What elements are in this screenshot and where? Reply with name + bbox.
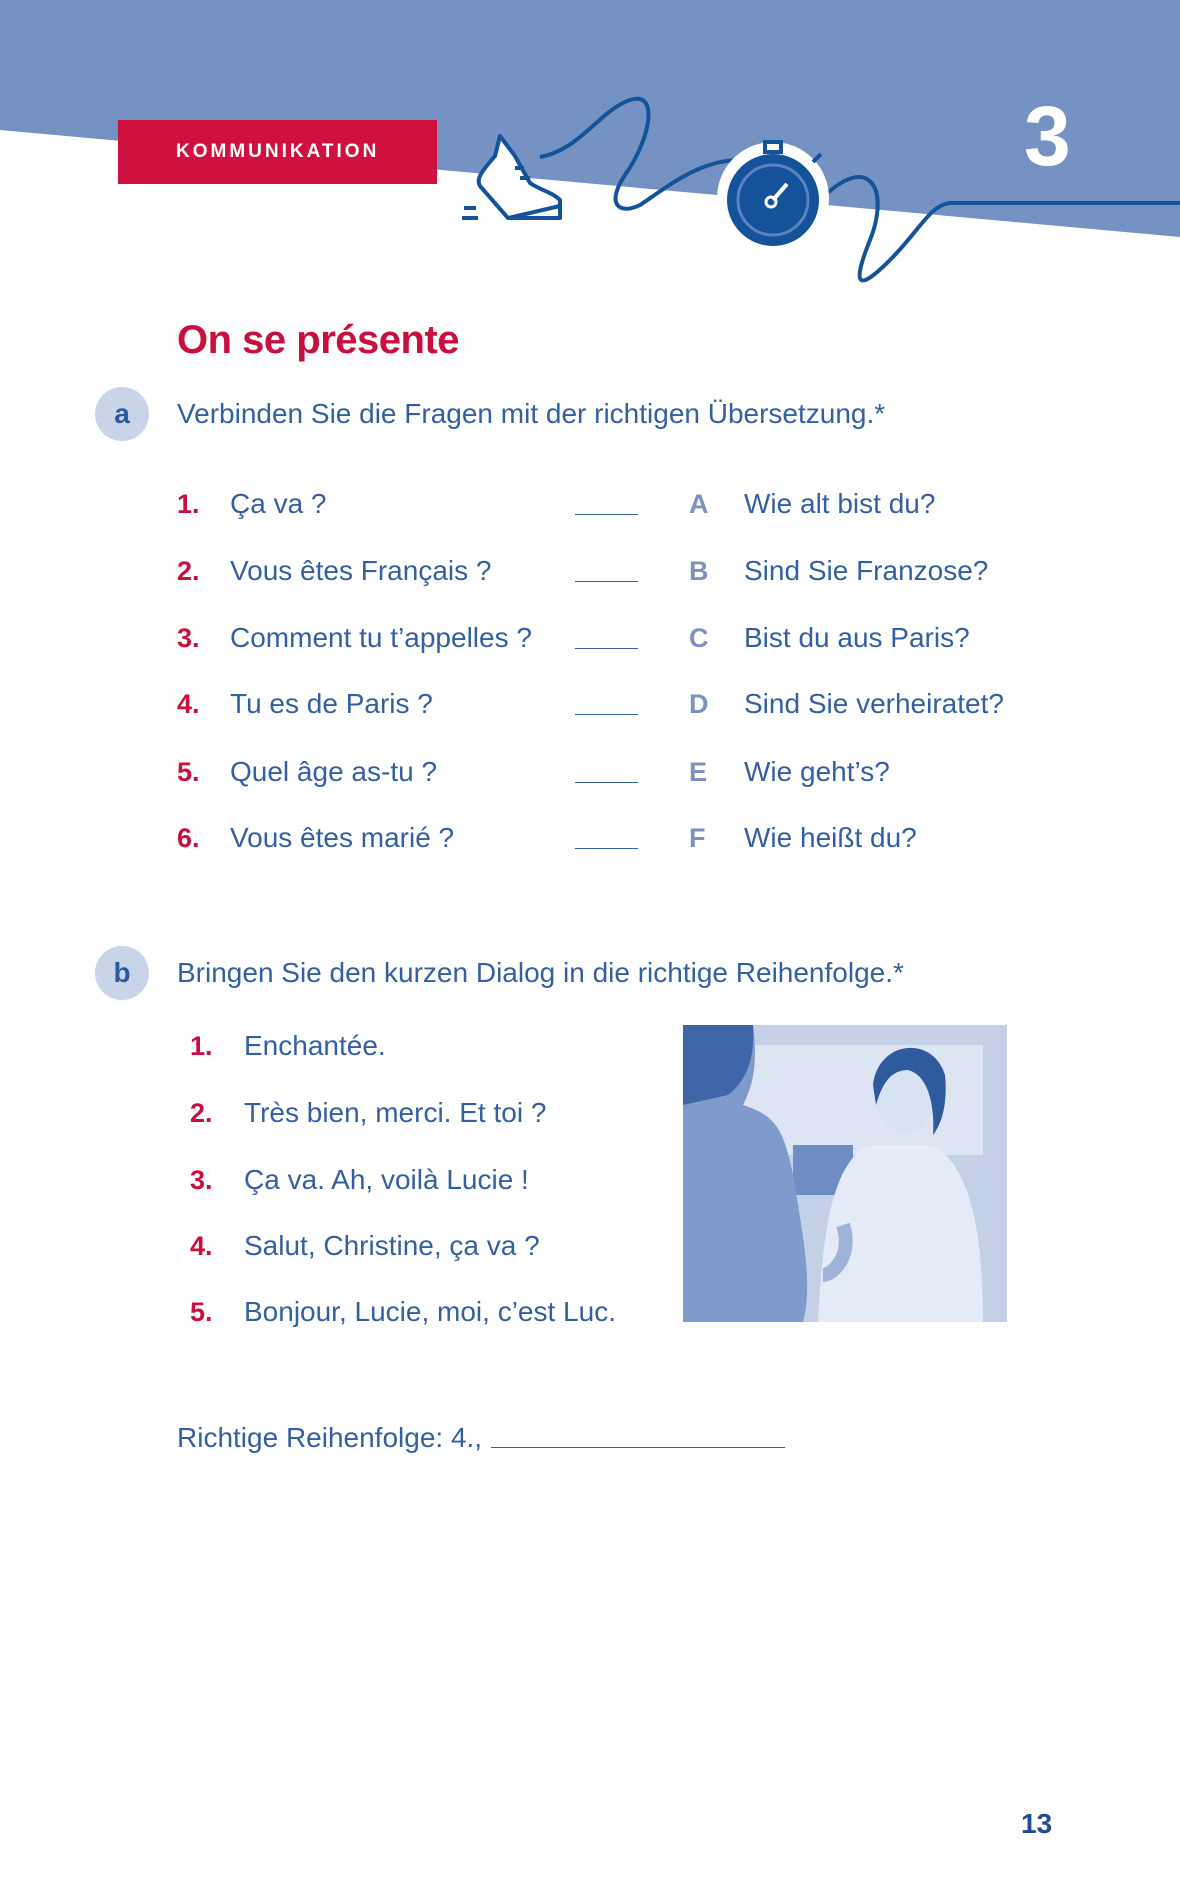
exercise-a-marker: a — [95, 387, 149, 441]
answer-text: Sind Sie verheiratet? — [744, 688, 1004, 719]
answer-letter: D — [689, 689, 709, 719]
question-text: Quel âge as-tu ? — [230, 756, 438, 787]
answer-letter: E — [689, 757, 708, 787]
running-shoe-icon — [460, 128, 570, 228]
question-number: 4. — [177, 689, 200, 719]
question-text: Tu es de Paris ? — [230, 688, 433, 719]
question-text: Comment tu t’appelles ? — [230, 622, 532, 653]
answer-blank[interactable] — [575, 514, 638, 515]
dialog-number: 2. — [190, 1098, 213, 1128]
exercise-b-instruction: Bringen Sie den kurzen Dialog in die richtige Reihenfolge.* — [177, 957, 904, 988]
exercise-b-marker: b — [95, 946, 149, 1000]
answer-letter: C — [689, 623, 709, 653]
answer-letter: A — [689, 489, 709, 519]
question-number: 6. — [177, 823, 200, 853]
dialog-text: Salut, Christine, ça va ? — [244, 1230, 540, 1261]
question-number: 3. — [177, 623, 200, 653]
page-title: On se présente — [177, 318, 460, 362]
dialog-number: 3. — [190, 1165, 213, 1195]
answer-text: Wie heißt du? — [744, 822, 917, 853]
dialog-text: Ça va. Ah, voilà Lucie ! — [244, 1164, 529, 1195]
dialog-text: Bonjour, Lucie, moi, c’est Luc. — [244, 1296, 616, 1327]
answer-blank[interactable] — [575, 848, 638, 849]
answer-blank[interactable] — [575, 581, 638, 582]
order-answer-blank[interactable] — [491, 1447, 785, 1448]
answer-blank[interactable] — [575, 648, 638, 649]
dialog-text: Enchantée. — [244, 1030, 386, 1061]
answer-text: Sind Sie Franzose? — [744, 555, 989, 586]
answer-blank[interactable] — [575, 714, 638, 715]
stopwatch-icon — [705, 128, 845, 258]
question-text: Ça va ? — [230, 488, 327, 519]
answer-letter: B — [689, 556, 709, 586]
question-number: 1. — [177, 489, 200, 519]
section-tag: KOMMUNIKATION — [118, 120, 437, 184]
question-number: 5. — [177, 757, 200, 787]
question-number: 2. — [177, 556, 200, 586]
dialog-number: 4. — [190, 1231, 213, 1261]
answer-text: Bist du aus Paris? — [744, 622, 970, 653]
chapter-number: 3 — [1024, 89, 1071, 183]
question-text: Vous êtes marié ? — [230, 822, 455, 853]
dialog-number: 5. — [190, 1297, 213, 1327]
answer-blank[interactable] — [575, 782, 638, 783]
photo-handshake — [683, 1025, 1007, 1322]
dialog-text: Très bien, merci. Et toi ? — [244, 1097, 547, 1128]
answer-text: Wie geht’s? — [744, 756, 890, 787]
order-answer-label: Richtige Reihenfolge: 4., — [177, 1422, 483, 1453]
answer-text: Wie alt bist du? — [744, 488, 936, 519]
question-text: Vous êtes Français ? — [230, 555, 492, 586]
page-number: 13 — [1021, 1808, 1053, 1839]
answer-letter: F — [689, 823, 706, 853]
dialog-number: 1. — [190, 1031, 213, 1061]
exercise-a-instruction: Verbinden Sie die Fragen mit der richtigen Übersetzung.* — [177, 398, 886, 429]
